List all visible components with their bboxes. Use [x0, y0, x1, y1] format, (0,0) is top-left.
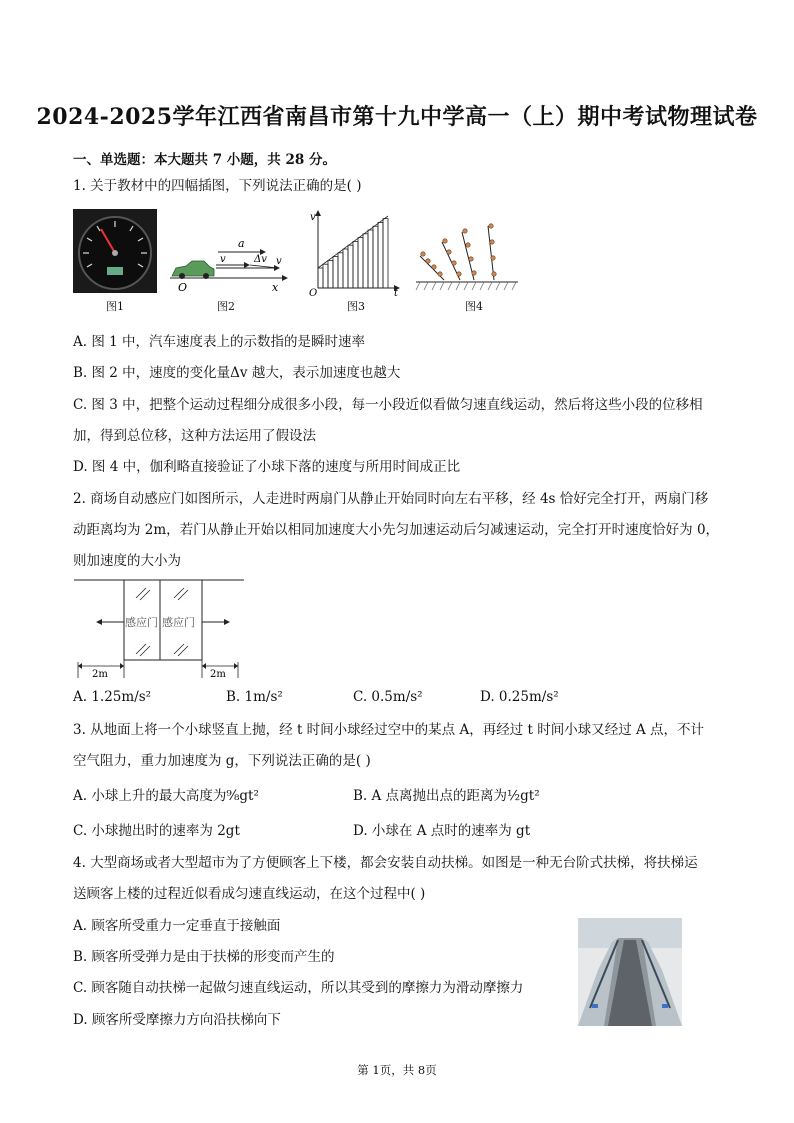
stair-bar: [333, 257, 338, 288]
fig3-v-label: v: [310, 212, 316, 223]
q2-option-a: A. 1.25m/s²: [73, 689, 152, 705]
q3-option-d: D. 小球在 A 点时的速率为 gt: [353, 823, 531, 839]
section-heading: 一、单选题：本大题共 7 小题，共 28 分。: [73, 152, 336, 168]
stair-bar: [323, 264, 328, 288]
fig2-v2-label: v: [276, 256, 282, 267]
fig2-origin-label: O: [178, 281, 188, 294]
q3-option-b: B. A 点离抛出点的距离为½gt²: [353, 788, 540, 804]
figure-2-caption: 图2: [217, 300, 235, 313]
stair-bar: [328, 260, 333, 288]
q4-option-d: D. 顾客所受摩擦力方向沿扶梯向下: [73, 1012, 281, 1028]
inclined-plane-figure: [414, 220, 522, 294]
stair-bar: [318, 268, 323, 288]
q2-stem-line1: 2. 商场自动感应门如图所示，人走进时两扇门从静止开始同时向左右平移，经 4s 恰好完全打开，两扇门移: [73, 491, 709, 507]
stair-bar: [383, 219, 388, 288]
stair-bar: [338, 253, 343, 288]
stair-bar: [363, 234, 368, 288]
door-label-right: 感应门: [162, 616, 195, 629]
q1-stem: 1. 关于教材中的四幅插图，下列说法正确的是( ): [73, 178, 362, 194]
page-title: 2024-2025学年江西省南昌市第十九中学高一（上）期中考试物理试卷: [36, 104, 758, 130]
stair-bar: [348, 245, 353, 288]
sliding-door-diagram: [72, 576, 246, 680]
distance-label-left: 2m: [92, 669, 108, 680]
q1-option-c-line2: 加，得到总位移，这种方法运用了假设法: [73, 428, 316, 444]
q1-option-c-line1: C. 图 3 中，把整个运动过程细分成很多小段，每一小段近似看做匀速直线运动，然后将这些小段的位移相: [73, 397, 703, 413]
figure-1-caption: 图1: [106, 300, 124, 313]
fig3-t-label: t: [394, 288, 399, 296]
vt-graph-figure: [306, 208, 402, 296]
q4-stem-line1: 4. 大型商场或者大型超市为了方便顾客上下楼，都会安装自动扶梯。如图是一种无台阶式扶梯，将扶梯运: [73, 855, 698, 871]
stair-bar: [353, 241, 358, 288]
q2-stem-line3: 则加速度的大小为: [73, 553, 181, 569]
fig2-a-label: a: [238, 237, 245, 250]
distance-label-right: 2m: [210, 669, 226, 680]
q4-option-a: A. 顾客所受重力一定垂直于接触面: [73, 918, 281, 934]
fig2-x-label: x: [272, 281, 279, 294]
stair-bar: [368, 230, 373, 288]
stair-bar: [373, 226, 378, 288]
page-footer: 第 1页，共 8页: [357, 1063, 437, 1077]
stair-bar: [378, 222, 383, 288]
q2-option-b: B. 1m/s²: [226, 689, 283, 705]
q1-option-b: B. 图 2 中，速度的变化量Δv 越大，表示加速度也越大: [73, 365, 401, 381]
fig2-v1-label: v: [220, 254, 226, 265]
q3-stem-line1: 3. 从地面上将一个小球竖直上抛，经 t 时间小球经过空中的某点 A，再经过 t 时间小球又经过 A 点，不计: [73, 722, 705, 738]
escalator-photo: [578, 918, 682, 1026]
figure-3-caption: 图3: [347, 300, 365, 313]
q3-option-a: A. 小球上升的最大高度为⁹⁄₈gt²: [73, 788, 259, 804]
figure-4-caption: 图4: [465, 300, 483, 313]
q3-option-c: C. 小球抛出时的速率为 2gt: [73, 823, 240, 839]
fig2-dv-label: Δv: [254, 254, 267, 265]
q4-stem-line2: 送顾客上楼的过程近似看成匀速直线运动，在这个过程中( ): [73, 886, 426, 902]
stair-bar: [343, 249, 348, 288]
stair-bar: [358, 238, 363, 288]
speedometer-image: [73, 209, 157, 293]
q3-stem-line2: 空气阻力，重力加速度为 g，下列说法正确的是( ): [73, 753, 371, 769]
car-velocity-diagram: [168, 234, 288, 294]
q2-option-d: D. 0.25m/s²: [480, 689, 559, 705]
q2-stem-line2: 动距离均为 2m，若门从静止开始以相同加速度大小先匀加速运动后匀减速运动，完全打开时速度恰好为 0，: [73, 522, 720, 538]
q4-option-b: B. 顾客所受弹力是由于扶梯的形变而产生的: [73, 949, 335, 965]
q2-option-c: C. 0.5m/s²: [353, 689, 423, 705]
fig3-origin-label: O: [309, 288, 318, 296]
q1-option-a: A. 图 1 中，汽车速度表上的示数指的是瞬时速率: [73, 334, 366, 350]
q4-option-c: C. 顾客随自动扶梯一起做匀速直线运动，所以其受到的摩擦力为滑动摩擦力: [73, 980, 524, 996]
q1-option-d: D. 图 4 中，伽利略直接验证了小球下落的速度与所用时间成正比: [73, 459, 461, 475]
door-label-left: 感应门: [125, 616, 158, 629]
